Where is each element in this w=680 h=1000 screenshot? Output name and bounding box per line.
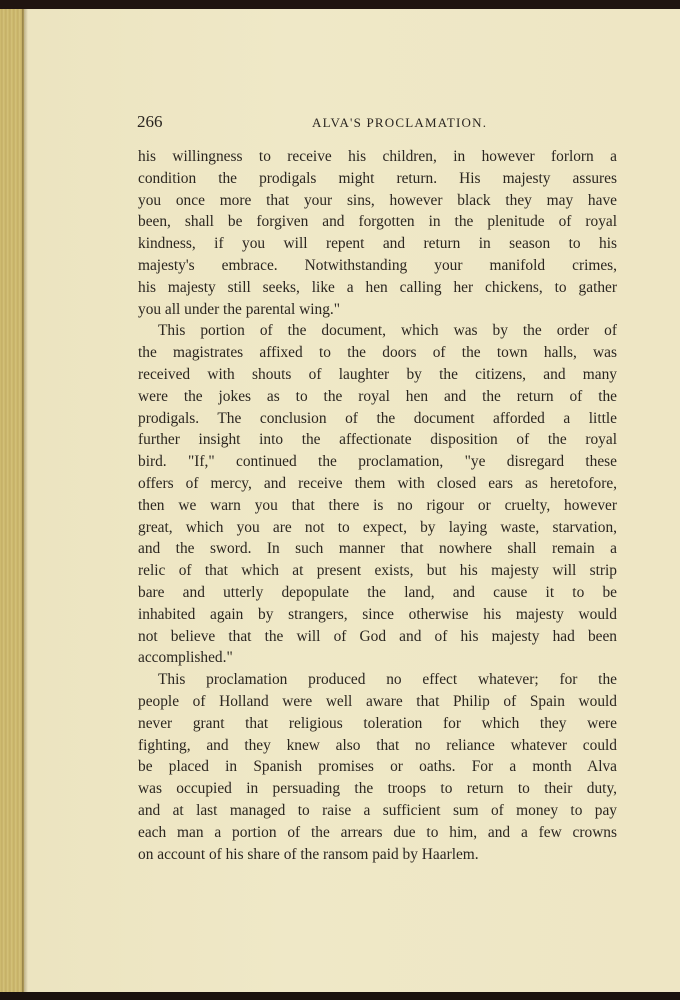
running-head: ALVA'S PROCLAMATION. xyxy=(312,115,488,130)
text-line: further insight into the affectionate disposition of the royal xyxy=(138,431,617,449)
text-line: kindness, if you will repent and return in season to his xyxy=(138,235,617,253)
page-number: 266 xyxy=(137,112,163,131)
page-header xyxy=(137,112,617,136)
text-line: on account of his share of the ransom paid by Haarlem. xyxy=(138,845,479,863)
body-text xyxy=(138,146,617,865)
text-line: bird. "If," continued the proclamation, "ye disregard these xyxy=(138,453,617,471)
text-line: were the jokes as to the royal hen and the return of the xyxy=(138,387,617,405)
text-line: then we warn you that there is no rigour or cruelty, however xyxy=(138,496,617,514)
text-line: the magistrates affixed to the doors of the town halls, was xyxy=(138,344,617,362)
text-line: bare and utterly depopulate the land, and cause it to be xyxy=(138,583,617,601)
text-line: be placed in Spanish promises or oaths. For a month Alva xyxy=(138,758,617,776)
text-line: and the sword. In such manner that nowhere shall remain a xyxy=(138,540,617,558)
text-line: inhabited again by strangers, since otherwise his majesty would xyxy=(138,605,617,623)
text-line: you all under the parental wing." xyxy=(138,300,341,318)
text-line: offers of mercy, and receive them with closed ears as heretofore, xyxy=(138,474,617,492)
text-line: was occupied in persuading the troops to return to their duty, xyxy=(138,780,617,798)
scan-bottom-border xyxy=(0,992,680,1000)
text-line: relic of that which at present exists, but his majesty will strip xyxy=(138,562,617,580)
text-line: and at last managed to raise a sufficient sum of money to pay xyxy=(138,801,617,819)
text-line: prodigals. The conclusion of the document afforded a little xyxy=(138,409,617,427)
text-line: great, which you are not to expect, by laying waste, starvation, xyxy=(138,518,617,536)
paragraph xyxy=(138,669,617,865)
text-line: you once more that your sins, however black they may have xyxy=(138,191,617,209)
text-line: condition the prodigals might return. His majesty assures xyxy=(138,169,617,187)
text-line: accomplished." xyxy=(138,649,233,667)
text-line: not believe that the will of God and of his majesty had been xyxy=(138,627,617,645)
text-line: his majesty still seeks, like a hen calling her chickens, to gather xyxy=(138,278,617,296)
scan-top-border xyxy=(0,0,680,9)
text-line: fighting, and they knew also that no reliance whatever could xyxy=(138,736,617,754)
text-line: never grant that religious toleration for which they were xyxy=(138,714,617,732)
paragraph xyxy=(138,320,617,669)
text-line: his willingness to receive his children, in however forlorn a xyxy=(138,148,617,165)
gutter-shadow xyxy=(22,9,28,992)
text-line: This proclamation produced no effect whatever; for the xyxy=(158,671,617,689)
paragraph xyxy=(138,146,617,320)
text-line: majesty's embrace. Notwithstanding your manifold crimes, xyxy=(138,256,617,274)
text-line: This portion of the document, which was by the order of xyxy=(158,322,617,340)
text-line: been, shall be forgiven and forgotten in the plenitude of royal xyxy=(138,213,617,231)
text-line: received with shouts of laughter by the citizens, and many xyxy=(138,365,617,383)
text-line: each man a portion of the arrears due to him, and a few crowns xyxy=(138,823,617,841)
book-page-edges xyxy=(0,9,24,992)
text-line: people of Holland were well aware that Philip of Spain would xyxy=(138,692,617,710)
